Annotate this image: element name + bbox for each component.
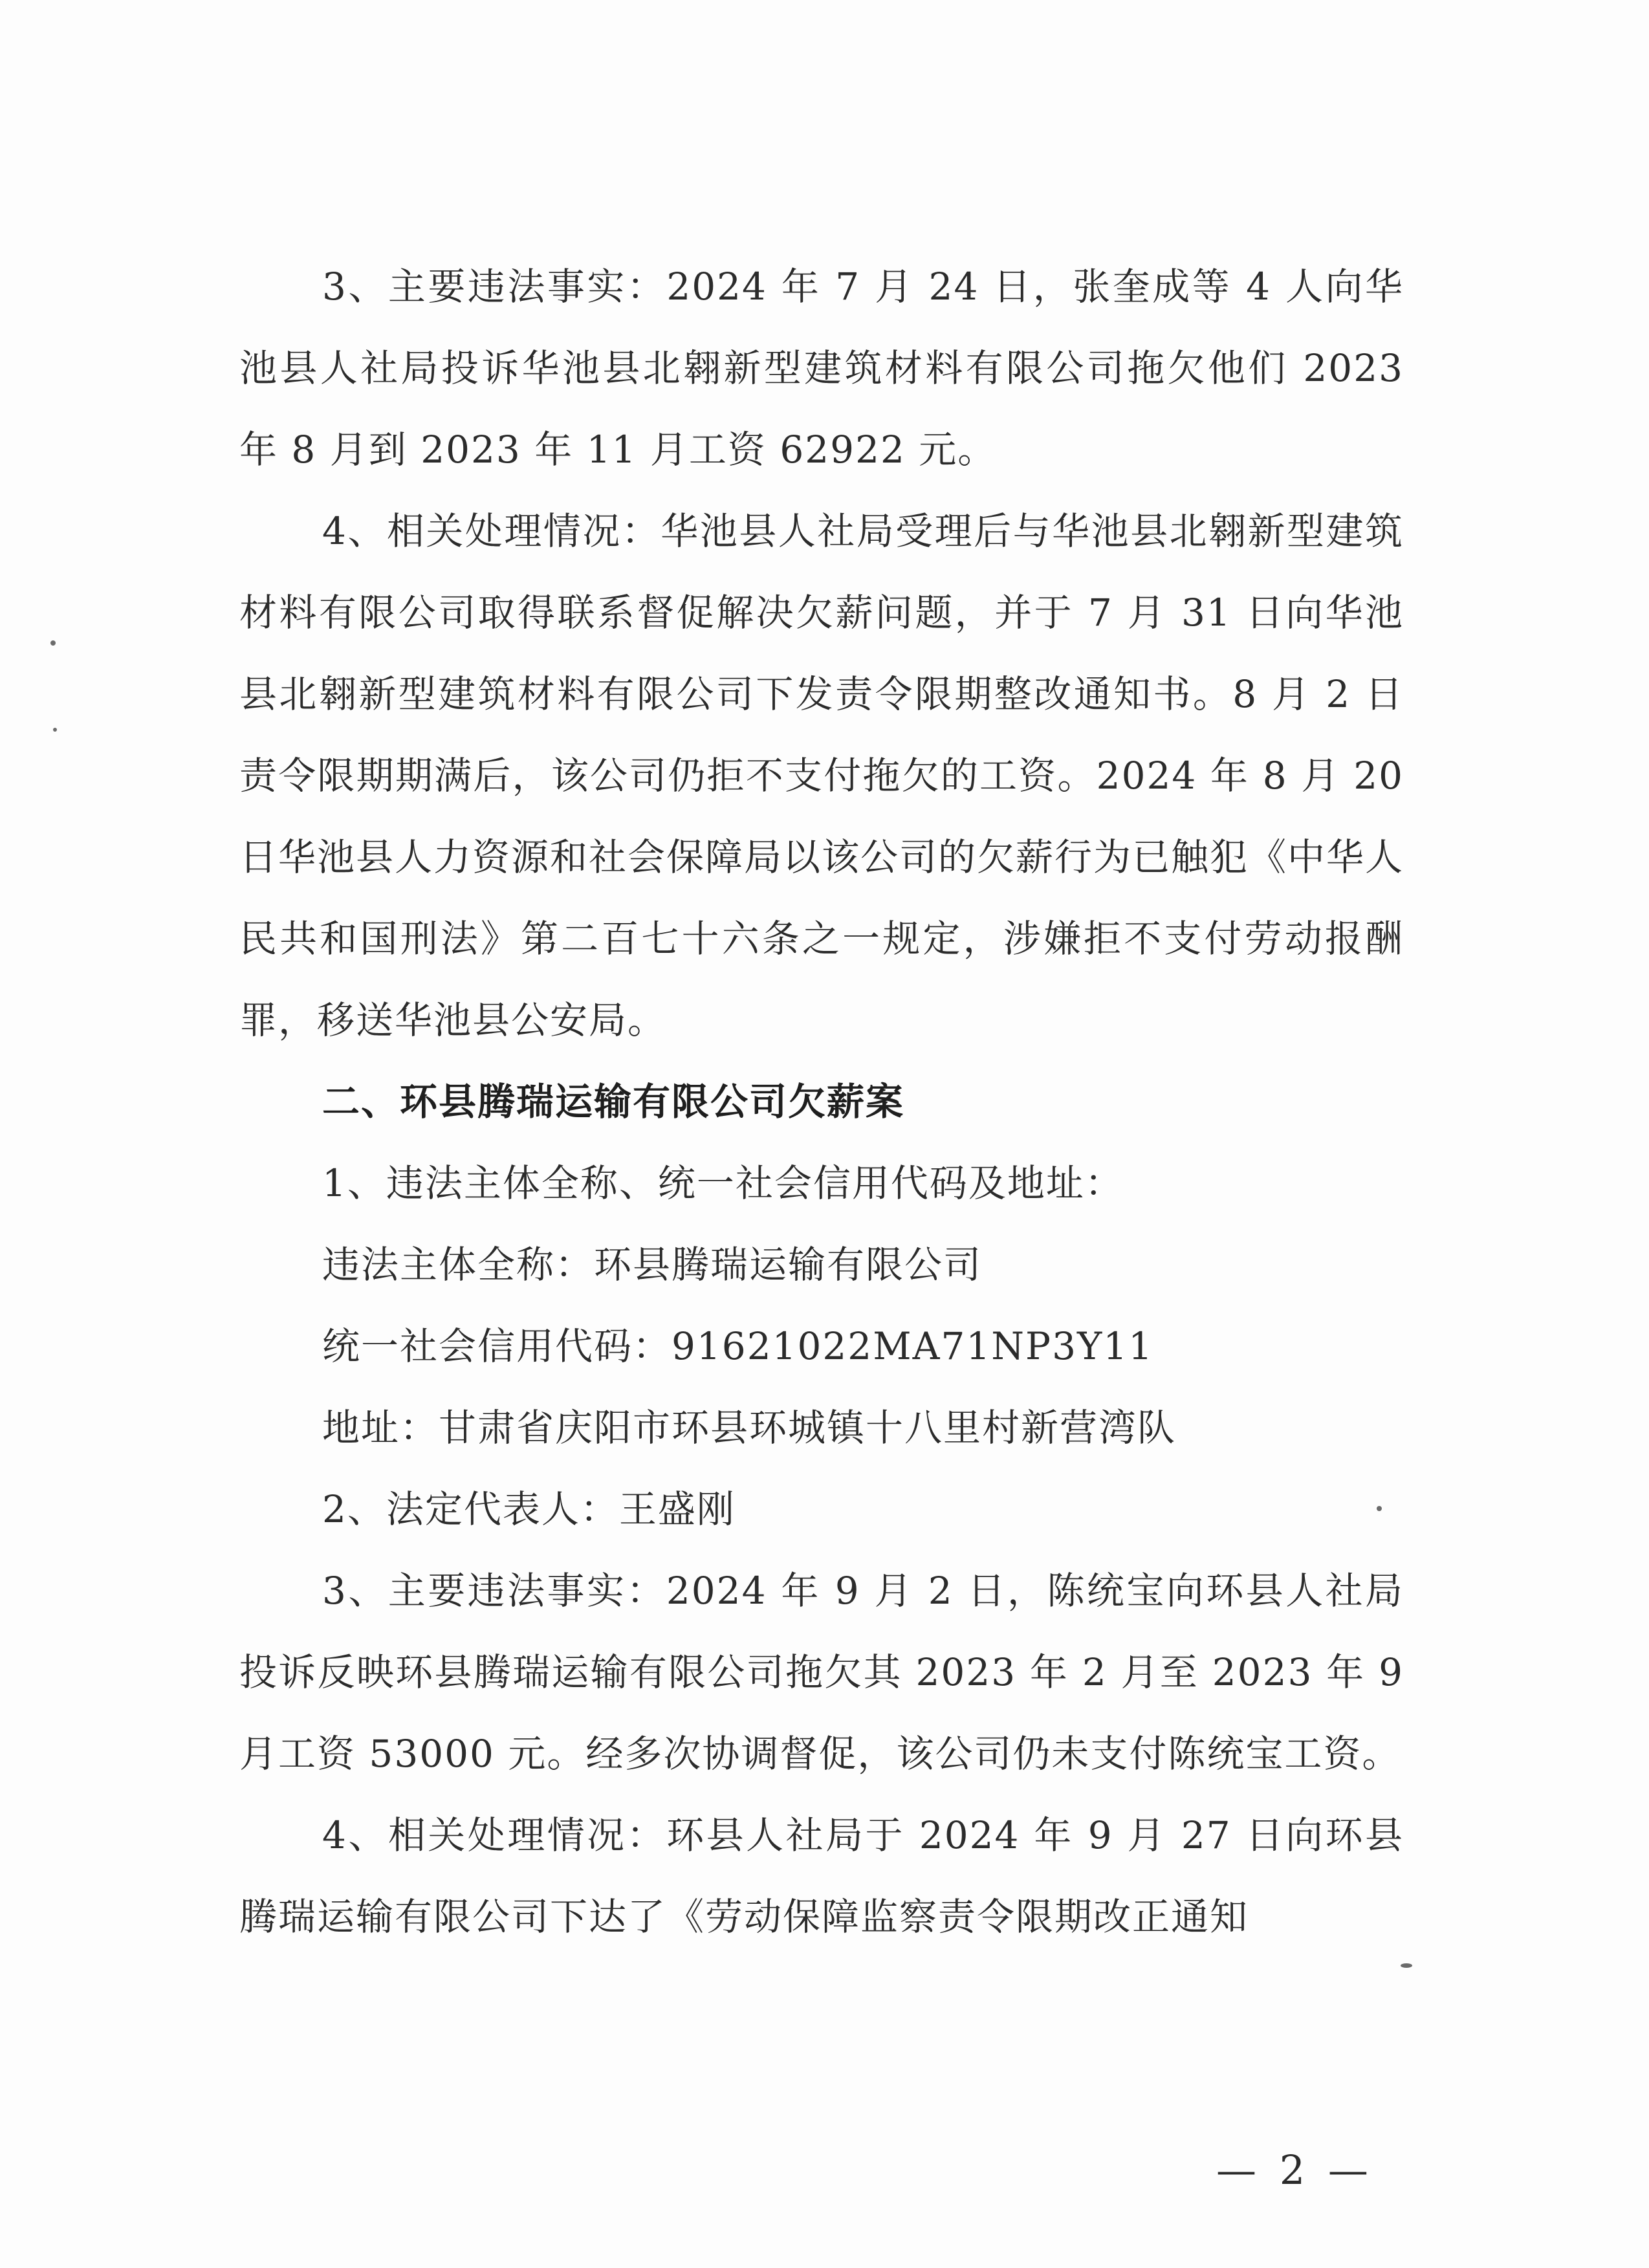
paragraph-credit-code: 统一社会信用代码：91621022MA71NP3Y11: [322, 1324, 1154, 1368]
paragraph-handling-1: 4、相关处理情况：华池县人社局受理后与华池县北翱新型建筑材料有限公司取得联系督促解决欠薪问题，并于 7 月 31 日向华池县北翱新型建筑材料有限公司下发责令限期整改通知书。8 月 2 日责令限期期满后，该公司仍拒不支付拖欠的工资。2024 年 8 月 20 日华池县人力资源和社会保障局以该公司的欠薪行为已触犯《中华人民共和国刑法》第二百七十六条之一规定，涉嫌拒不支付劳动报酬罪，移送华池县公安局。: [239, 509, 1404, 1042]
scan-speck: [50, 640, 56, 646]
paragraph-entity-name: 违法主体全称：环县腾瑞运输有限公司: [322, 1243, 983, 1287]
section-heading-case-2: 二、环县腾瑞运输有限公司欠薪案: [322, 1080, 905, 1124]
paragraph-violation-facts-1: 3、主要违法事实：2024 年 7 月 24 日，张奎成等 4 人向华池县人社局投诉华池县北翱新型建筑材料有限公司拖欠他们 2023 年 8 月到 2023 年 11 月工资 62922 元。: [239, 265, 1404, 472]
scan-speck: [1401, 1963, 1412, 1968]
paragraph-legal-representative: 2、法定代表人：王盛刚: [322, 1487, 736, 1531]
paragraph-address: 地址：甘肃省庆阳市环县环城镇十八里村新营湾队: [322, 1406, 1177, 1450]
paragraph-entity-info-title: 1、违法主体全称、统一社会信用代码及地址：: [322, 1161, 1124, 1205]
scan-speck: [53, 728, 57, 732]
document-body: [239, 246, 1404, 1957]
scan-speck: [1377, 1506, 1382, 1511]
page-number: — 2 —: [1216, 2146, 1373, 2194]
paragraph-violation-facts-2: 3、主要违法事实：2024 年 9 月 2 日，陈统宝向环县人社局投诉反映环县腾瑞运输有限公司拖欠其 2023 年 2 月至 2023 年 9 月工资 53000 元。经多次协调督促，该公司仍未支付陈统宝工资。: [239, 1569, 1404, 1776]
paragraph-handling-2: 4、相关处理情况：环县人社局于 2024 年 9 月 27 日向环县腾瑞运输有限公司下达了《劳动保障监察责令限期改正通知: [239, 1813, 1404, 1939]
